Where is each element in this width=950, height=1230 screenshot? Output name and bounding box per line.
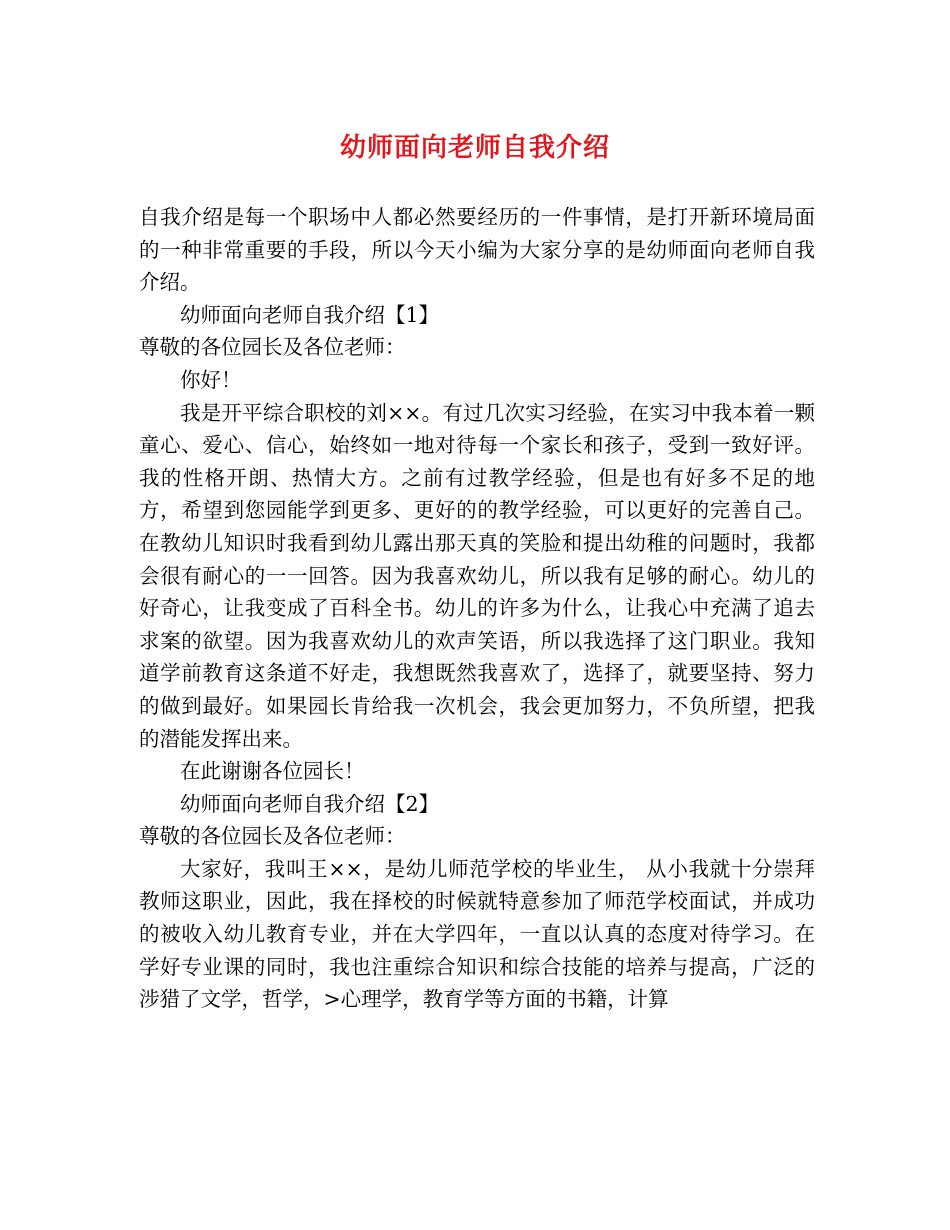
- document-title: 幼师面向老师自我介绍: [339, 133, 610, 163]
- intro-paragraph: 自我介绍是每一个职场中人都必然要经历的一件事情，是打开新环境局面的一种非常重要的手段，所以今天小编为大家分享的是幼师面向老师自我介绍。: [139, 205, 815, 295]
- body-paragraph: 我是开平综合职校的刘××。有过几次实习经验，在实习中我本着一颗童心、爱心、信心，始终如一地对待每一个家长和孩子，受到一致好评。我的性格开朗、热情大方。之前有过教学经验，但是也有好多不足的地方，希望到您园能学到更多、更好的的教学经验，可以更好的完善自己。在教幼儿知识时我看到幼儿露出那天真的笑脸和提出幼稚的问题时，我都会很有耐心的一一回答。因为我喜欢幼儿，所以我有足够的耐心。幼儿的好奇心，让我变成了百科全书。幼儿的许多为什么，让我心中充满了追去求案的欲望。因为我喜欢幼儿的欢声笑语，所以我选择了这门职业。我知道学前教育这条道不好走，我想既然我喜欢了，选择了，就要坚持、努力的做到最好。如果园长肯给我一次机会，我会更加努力，不负所望，把我的潜能发挥出来。: [139, 400, 815, 751]
- salutation: 尊敬的各位园长及各位老师：: [139, 335, 406, 360]
- closing-line: 在此谢谢各位园长！: [180, 759, 365, 784]
- salutation: 尊敬的各位园长及各位老师：: [139, 824, 406, 849]
- body-paragraph: 大家好，我叫王××，是幼儿师范学校的毕业生， 从小我就十分崇拜教师这职业，因此，我在择校的时候就特意参加了师范学校面试，并成功的被收入幼儿教育专业，并在大学四年，一直以认真的态度对待学习。在学好专业课的同时，我也注重综合知识和综合技能的培养与提高，广泛的涉猎了文学，哲学，>心理学，教育学等方面的书籍，计算: [139, 856, 815, 1012]
- section-heading-1: 幼师面向老师自我介绍【1】: [180, 302, 440, 327]
- section-heading-2: 幼师面向老师自我介绍【2】: [180, 791, 440, 816]
- document-body: [139, 201, 815, 1016]
- greeting: 你好！: [180, 367, 242, 392]
